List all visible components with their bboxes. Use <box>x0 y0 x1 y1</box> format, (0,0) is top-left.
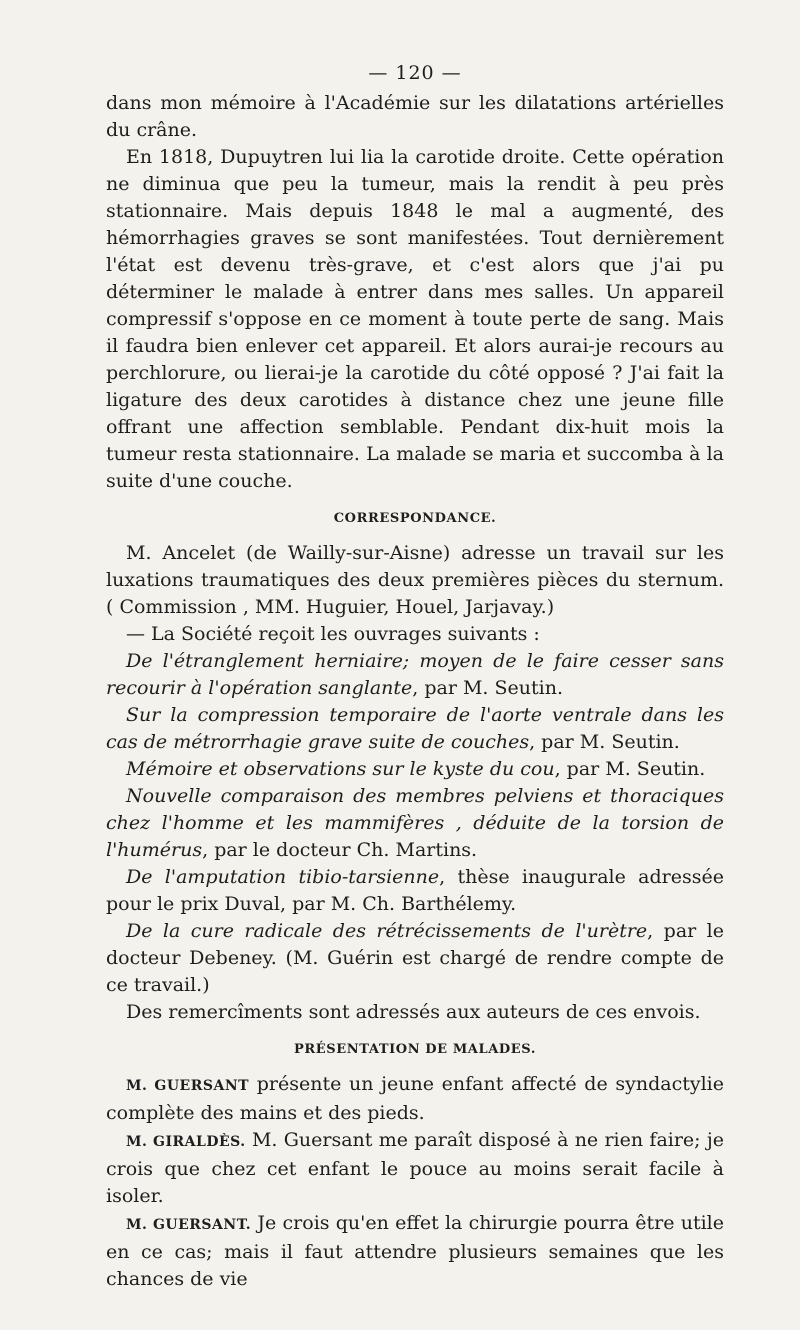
page-number: — 120 — <box>368 62 462 84</box>
work-author: , par M. Seutin. <box>412 677 563 699</box>
paragraph-thanks: Des remercîments sont adressés aux auteurs de ces envois. <box>126 1001 701 1023</box>
work-entry <box>106 864 724 918</box>
work-entry <box>106 756 724 783</box>
work-author: , par M. Seutin. <box>529 731 680 753</box>
section-heading-correspondance: CORRESPONDANCE. <box>333 511 497 526</box>
work-author: , par le docteur Debeney. (M. Guérin est chargé de rendre compte de ce travail.) <box>106 920 724 996</box>
paragraph-ancelet: M. Ancelet (de Wailly-sur-Aisne) adresse un travail sur les luxations traumatiques des deux premières pièces du sternum. ( Commission , MM. Huguier, Houel, Jarjavay.) <box>106 542 724 618</box>
discussion-entry <box>106 1210 724 1293</box>
work-entry <box>106 918 724 999</box>
work-entry <box>106 783 724 864</box>
section-heading-presentation: PRÉSENTATION DE MALADES. <box>294 1042 536 1057</box>
work-title: De l'étranglement herniaire; moyen de le faire cesser sans recourir à l'opération sanglante <box>106 650 724 699</box>
work-title: De la cure radicale des rétrécissements de l'urètre <box>126 920 648 942</box>
work-author: , par le docteur Ch. Martins. <box>202 839 478 861</box>
work-title: Mémoire et observations sur le kyste du cou <box>126 758 555 780</box>
work-author: , par M. Seutin. <box>554 758 706 780</box>
work-title: Nouvelle comparaison des membres pelviens et thoraciques chez l'homme et les mammifères , déduite de la torsion de l'humérus <box>106 785 724 861</box>
work-entry <box>106 648 724 702</box>
speaker-name: M. GIRALDÈS. <box>126 1134 246 1150</box>
speaker-name: M. GUERSANT <box>126 1078 250 1094</box>
work-title: De l'amputation tibio-tarsienne <box>126 866 440 888</box>
paragraph-case-history: En 1818, Dupuytren lui lia la carotide droite. Cette opération ne diminua que peu la tumeur, mais la rendit à peu près stationnaire. Mais depuis 1848 le mal a augmenté, des hémorrhagies graves se sont manifestées. Tout dernièrement l'état est devenu très-grave, et c'est alors que j'ai pu déterminer le malade à entrer dans mes salles. Un appareil compressif s'oppose en ce moment à toute perte de sang. Mais il faudra bien enlever cet appareil. Et alors aurai-je recours au perchlorure, ou lierai-je la carotide du côté opposé ? J'ai fait la ligature des deux carotides à distance chez une jeune fille offrant une affection semblable. Pendant dix-huit mois la tumeur resta stationnaire. La malade se maria et succomba à la suite d'une couche. <box>106 146 724 492</box>
speaker-name: M. GUERSANT. <box>126 1217 252 1233</box>
discussion-entry <box>106 1127 724 1210</box>
work-title: Sur la compression temporaire de l'aorte ventrale dans les cas de métrorrhagie grave suite de couches <box>106 704 724 753</box>
speaker-text: présente un jeune enfant affecté de syndactylie complète des mains et des pieds. <box>106 1073 724 1124</box>
discussion-entry <box>106 1071 724 1127</box>
speaker-text: Je crois qu'en effet la chirurgie pourra être utile en ce cas; mais il faut attendre plusieurs semaines que les chances de vie <box>106 1212 724 1290</box>
paragraph-works-intro: — La Société reçoit les ouvrages suivants : <box>126 623 540 645</box>
speaker-text: M. Guersant me paraît disposé à ne rien faire; je crois que chez cet enfant le pouce au moins serait facile à isoler. <box>106 1129 725 1207</box>
work-entry <box>106 702 724 756</box>
work-author: , thèse inaugurale adressée pour le prix Duval, par M. Ch. Barthélemy. <box>106 866 724 915</box>
paragraph-continuation: dans mon mémoire à l'Académie sur les dilatations artérielles du crâne. <box>106 92 724 141</box>
